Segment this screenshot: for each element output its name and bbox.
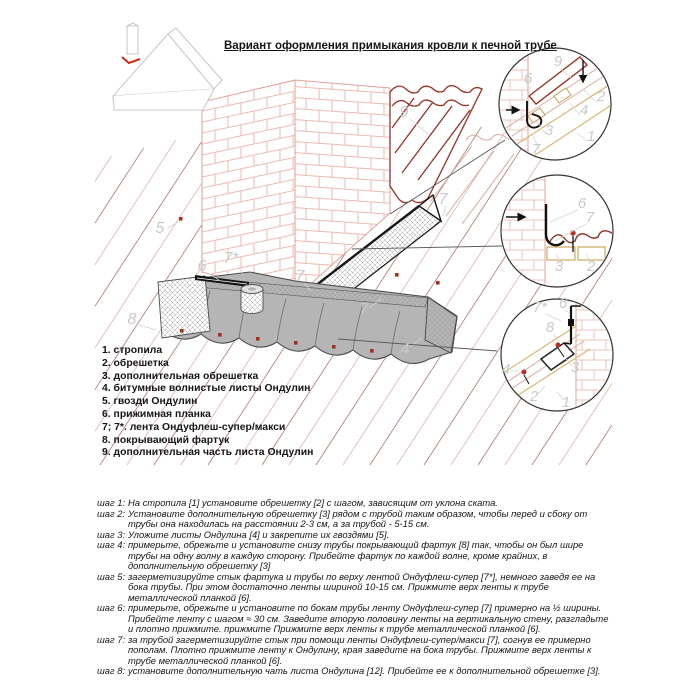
part-number-label: 6 bbox=[523, 70, 533, 87]
part-number-label: 7 bbox=[585, 209, 595, 226]
legend-item: 1. стропила bbox=[102, 345, 163, 356]
tape-roll bbox=[241, 285, 263, 314]
part-number-label: 4 bbox=[579, 102, 589, 119]
step-row bbox=[97, 603, 609, 635]
step-text: за трубой загерметизируйте стык при помощи ленты Ондуфлеш-супер/макси [7], согнув ее примерно пополам. Плотно прижмите ленту к Ондулину, края заведите на бока трубы. Прижмите верх ленты к трубе металлической планкой [6]. bbox=[128, 633, 592, 666]
part-number-label: 7* bbox=[532, 299, 548, 316]
legend-item: 9. дополнительная часть листа Ондулин bbox=[102, 447, 314, 459]
part-number-label: 7 bbox=[438, 191, 448, 208]
step-label: шаг 5: bbox=[97, 570, 126, 582]
legend bbox=[102, 345, 313, 460]
steps bbox=[97, 498, 609, 677]
step-text: загерметизируйте стык фартука и трубы по верху лентой Ондуфлеш-супер [7*], немного заведя ее на бока трубы. При этом достаточно ленты шириной 10-15 см. Прижмите верх ленты к трубе металлической планкой [6]. bbox=[128, 570, 596, 603]
step-text: Установите дополнительную обрешетку [3] рядом с трубой таким образом, чтобы перед и сбоку от трубы она находилась на расстоянии 2-3 см, а за трубой - 5-15 см. bbox=[128, 507, 588, 529]
step-label: шаг 2: bbox=[97, 507, 126, 519]
step-row bbox=[97, 666, 609, 677]
legend-item: 7; 7*. лента Ондуфлеш-супер/макси bbox=[102, 421, 286, 433]
house-chimney bbox=[127, 26, 138, 54]
step-text: На стропила [1] установите обрешетку [2] с шагом, зависящим от уклона ската. bbox=[128, 497, 498, 508]
step-row bbox=[97, 540, 609, 572]
part-number-label: 7* bbox=[223, 250, 239, 267]
legend-item: 3. дополнительная обрешетка bbox=[102, 370, 259, 382]
step-label: шаг 6: bbox=[97, 602, 126, 613]
part-number-label: 2 bbox=[586, 258, 596, 275]
step-text: примерьте, обрежьте и установите снизу трубы покрывающий фартук [8] так, чтобы он был шире трубы на одну волну в каждую сторону. Прибейте фартук по каждой волне, кроме крайних, в дополнительную обрешетку [3] bbox=[128, 539, 584, 571]
part-number-label: 1 bbox=[586, 128, 596, 145]
part-number-label: 3 bbox=[554, 258, 564, 275]
legend-item: 4. битумные волнистые листы Ондулин bbox=[102, 383, 311, 395]
step-label: шаг 7: bbox=[97, 633, 126, 645]
step-text: примерьте, обрежьте и установите по бокам трубы ленту Ондуфлеш-супер [7] примерно на ½ ширины. Прибейте ленту с шагом ≈ 30 см. Заведите вторую половину ленты на вертикальную стену, разгладьте и плотно прижмите. прижмите Прижмите верх ленты к трубе металлической планкой [6]. bbox=[128, 602, 609, 634]
step-row bbox=[97, 498, 609, 509]
legend-item: 6. прижимная планка bbox=[102, 408, 211, 420]
part-number-label: 9 bbox=[399, 104, 409, 121]
part-number-label: 6 bbox=[577, 195, 587, 212]
step-label: шаг 4: bbox=[97, 539, 126, 550]
step-label: шаг 3: bbox=[97, 528, 126, 540]
part-number-label: 4 bbox=[400, 341, 410, 358]
legend-item: 5. гвозди Ондулин bbox=[102, 396, 198, 408]
part-number-label: 7 bbox=[531, 141, 541, 158]
part-number-label: 4 bbox=[501, 361, 511, 378]
legend-item: 2. обрешетка bbox=[102, 357, 169, 369]
page-title: Вариант оформления примыкания кровли к печной трубе bbox=[224, 40, 557, 52]
step-text: Уложите листы Ондулина [4] и закрепите их гвоздями [5]. bbox=[128, 528, 390, 540]
part-number-label: 6 bbox=[558, 295, 568, 312]
part-number-label: 1 bbox=[561, 394, 571, 411]
part-number-label: 8 bbox=[127, 311, 137, 328]
step-row bbox=[97, 572, 609, 604]
part-number-label: 2 bbox=[529, 388, 539, 405]
step-row bbox=[97, 509, 609, 530]
legend-item: 8. покрывающий фартук bbox=[102, 434, 230, 446]
part-number-label: 8 bbox=[545, 319, 555, 336]
part-number-label: 2 bbox=[596, 88, 606, 105]
part-number-label: 5 bbox=[155, 220, 165, 237]
part-number-label: 7 bbox=[295, 268, 305, 285]
part-number-label: 3 bbox=[544, 122, 554, 139]
step-label: шаг 1: bbox=[97, 497, 126, 508]
step-label: шаг 8: bbox=[97, 665, 126, 676]
part-number-label: 6 bbox=[197, 258, 207, 275]
part-number-label: 3 bbox=[570, 359, 580, 376]
part-number-label: 9 bbox=[553, 53, 563, 70]
house-icon bbox=[113, 23, 222, 110]
part-number-label: 7 bbox=[359, 301, 369, 318]
flashing-highlight bbox=[122, 57, 140, 63]
step-row bbox=[97, 635, 609, 667]
step-text: установите дополнительную чать листа Ондулина [12]. Прибейте ее к дополнительной обрешетке [3]. bbox=[128, 665, 601, 676]
